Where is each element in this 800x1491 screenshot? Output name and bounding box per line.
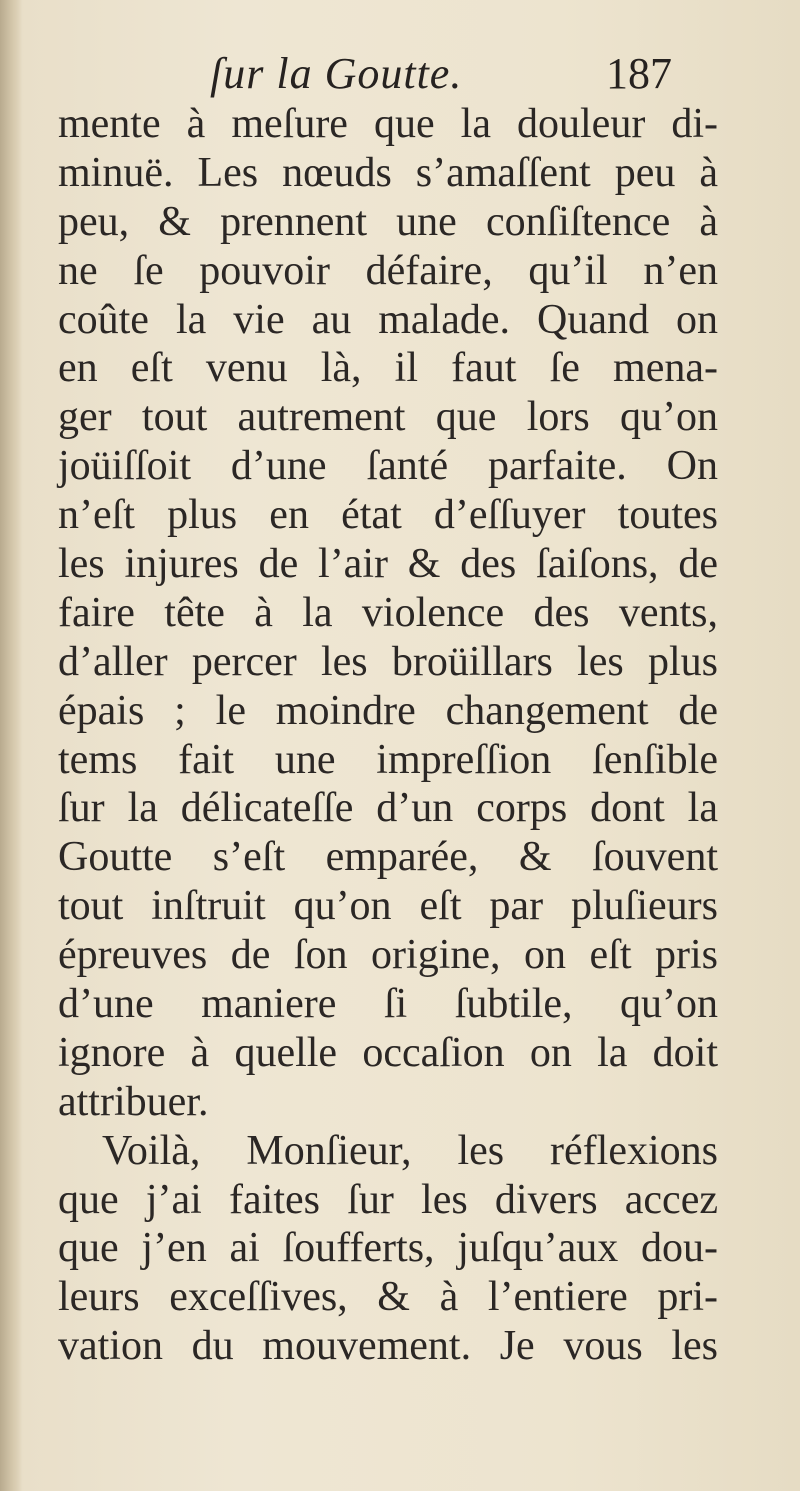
text-line: que j’en ai ſoufferts, juſqu’aux dou- [58,1225,718,1272]
text-line: leurs exceſſives, & à l’entiere pri- [58,1274,718,1321]
text-line: tout inſtruit qu’on eſt par pluſieurs [58,883,718,930]
text-line: mente à meſure que la douleur di- [58,101,718,147]
text-line: Goutte s’eſt emparée, & ſouvent [58,834,718,881]
text-line: vation du mouvement. Je vous les [58,1323,718,1370]
text-line: épreuves de ſon origine, on eſt pris [58,932,718,979]
text-line: épais ; le moindre changement de [58,687,718,734]
text-line: minuë. Les nœuds s’amaſſent peu à [58,149,718,196]
text-line: ignore à quelle occaſion on la doit [58,1029,718,1076]
paragraph-end-line: attribuer. [58,1078,209,1125]
text-line: peu, & prennent une conſiſtence à [58,198,718,245]
paragraph-start-line: Voilà, Monſieur, les réflexions [102,1127,718,1174]
page-header [0,48,800,108]
text-line: tems fait une impreſſion ſenſible [58,736,718,783]
body-text [58,100,718,1371]
text-line: que j’ai faites ſur les divers accez [58,1176,718,1223]
text-line: n’eſt plus en état d’eſſuyer toutes [58,492,718,539]
text-line: joüiſſoit d’une ſanté parfaite. On [58,443,718,490]
binding-shadow [0,0,22,1491]
text-line: ſur la délicateſſe d’un corps dont la [58,785,718,832]
text-line: les injures de l’air & des ſaiſons, de [58,541,718,588]
text-line: faire tête à la violence des vents, [58,589,718,636]
text-line: d’une maniere ſi ſubtile, qu’on [58,981,718,1028]
text-line: en eſt venu là, il faut ſe mena- [58,345,718,392]
text-line: d’aller percer les broüillars les plus [58,638,718,685]
text-line: ne ſe pouvoir défaire, qu’il n’en [58,247,718,294]
running-title: ſur la Goutte. [210,49,463,98]
text-line: ger tout autrement que lors qu’on [58,394,718,441]
page-number: 187 [606,49,672,98]
text-line: coûte la vie au malade. Quand on [58,296,718,343]
